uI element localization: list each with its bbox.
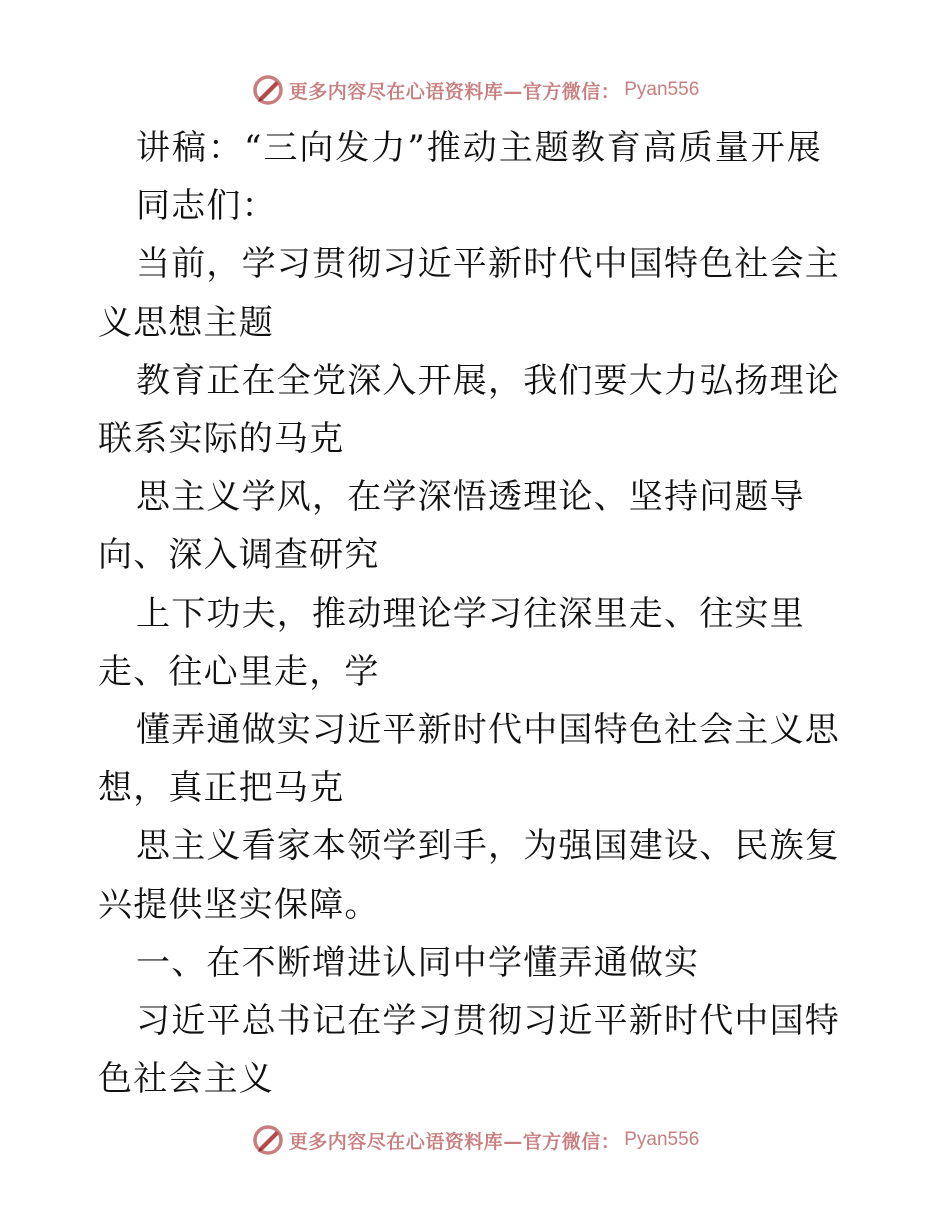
paragraph: 思主义看家本领学到手，为强国建设、民族复兴提供坚实保障。 xyxy=(98,826,840,925)
paragraph: 思主义学风，在学深悟透理论、坚持问题导向、深入调查研究 xyxy=(98,477,805,576)
paragraph: 当前，学习贯彻习近平新时代中国特色社会主义思想主题 xyxy=(98,244,840,343)
document-body xyxy=(98,119,858,1108)
paragraph: 习近平总书记在学习贯彻习近平新时代中国特色社会主义 xyxy=(98,1001,840,1100)
watermark-contact: Pyan556 xyxy=(624,79,700,100)
footer-watermark xyxy=(0,1120,950,1160)
document-title: 讲稿：“三向发力”推动主题教育高质量开展 xyxy=(136,128,823,168)
paragraph: 教育正在全党深入开展，我们要大力弘扬理论联系实际的马克 xyxy=(98,360,840,460)
brand-logo-icon xyxy=(251,1123,285,1157)
brand-logo-icon xyxy=(251,73,285,107)
greeting: 同志们： xyxy=(136,186,277,227)
paragraph: 上下功夫，推动理论学习往深里走、往实里走、往心里走，学 xyxy=(98,593,805,692)
watermark-contact: Pyan556 xyxy=(624,1129,700,1150)
paragraph: 懂弄通做实习近平新时代中国特色社会主义思想，真正把马克 xyxy=(98,710,840,809)
watermark-text: 更多内容尽在心语资料库—官方微信： xyxy=(288,80,621,103)
header-watermark xyxy=(0,70,950,110)
section-heading: 一、在不断增进认同中学懂弄通做实 xyxy=(136,942,700,983)
watermark-text: 更多内容尽在心语资料库—官方微信： xyxy=(288,1130,621,1153)
